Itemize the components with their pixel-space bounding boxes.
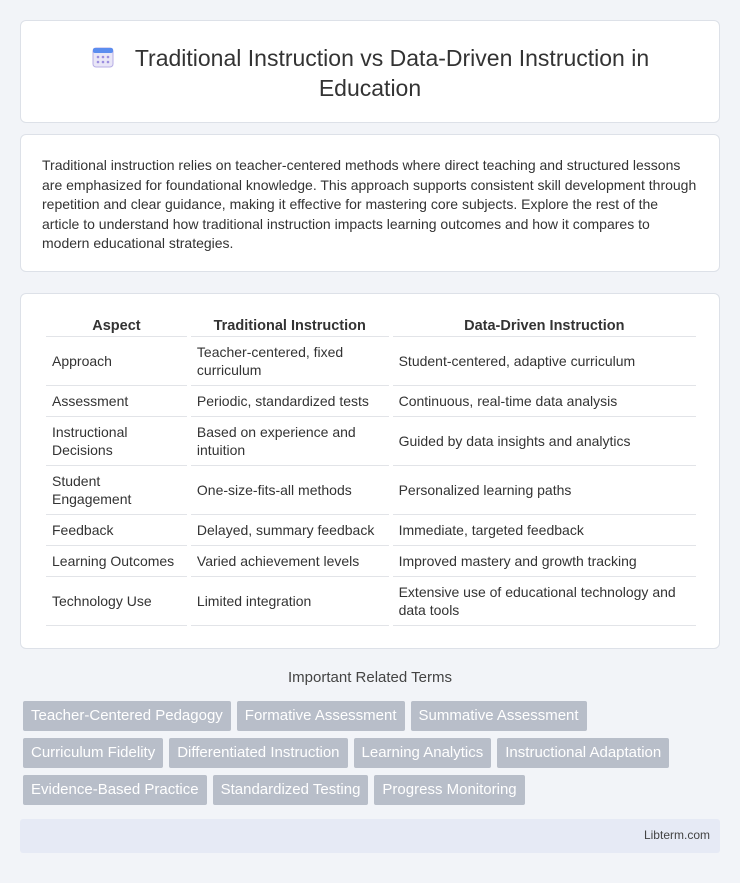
- comparison-card: [20, 293, 720, 649]
- tag-standardized-testing[interactable]: Standardized Testing: [213, 775, 369, 805]
- table-row: [46, 577, 696, 626]
- header-traditional: Traditional Instruction: [191, 316, 389, 337]
- footer-site-link[interactable]: Libterm.com: [643, 828, 710, 842]
- intro-card: [20, 134, 720, 272]
- table-row: [46, 515, 696, 546]
- tag-summative-assessment[interactable]: Summative Assessment: [411, 701, 587, 731]
- cell-traditional: Teacher-centered, fixed curriculum: [191, 337, 389, 386]
- tag-instructional-adaptation[interactable]: Instructional Adaptation: [497, 738, 669, 768]
- cell-traditional: Periodic, standardized tests: [191, 386, 389, 417]
- footer: [20, 819, 720, 853]
- title-card: [20, 20, 720, 123]
- cell-aspect: Learning Outcomes: [46, 546, 187, 577]
- cell-data-driven: Personalized learning paths: [393, 466, 696, 515]
- table-row: [46, 386, 696, 417]
- cell-aspect: Approach: [46, 337, 187, 386]
- table-row: [46, 466, 696, 515]
- tag-differentiated-instruction[interactable]: Differentiated Instruction: [169, 738, 347, 768]
- cell-aspect: Student Engagement: [46, 466, 187, 515]
- cell-traditional: Based on experience and intuition: [191, 417, 389, 466]
- cell-aspect: Technology Use: [46, 577, 187, 626]
- cell-aspect: Instructional Decisions: [46, 417, 187, 466]
- tag-row: [23, 775, 723, 805]
- cell-data-driven: Student-centered, adaptive curriculum: [393, 337, 696, 386]
- tag-learning-analytics[interactable]: Learning Analytics: [354, 738, 492, 768]
- page-title: [51, 43, 689, 103]
- header-data-driven: Data-Driven Instruction: [393, 316, 696, 337]
- cell-data-driven: Guided by data insights and analytics: [393, 417, 696, 466]
- tag-row: [23, 701, 723, 731]
- cell-data-driven: Immediate, targeted feedback: [393, 515, 696, 546]
- page-title-text: Traditional Instruction vs Data-Driven Instruction in Education: [134, 45, 650, 101]
- related-terms-title: Important Related Terms: [288, 669, 452, 686]
- tag-progress-monitoring[interactable]: Progress Monitoring: [374, 775, 524, 805]
- table-header-row: [46, 316, 696, 337]
- table-row: [46, 546, 696, 577]
- cell-aspect: Feedback: [46, 515, 187, 546]
- tag-curriculum-fidelity[interactable]: Curriculum Fidelity: [23, 738, 163, 768]
- tag-row: [23, 738, 723, 768]
- tag-formative-assessment[interactable]: Formative Assessment: [237, 701, 405, 731]
- table-row: [46, 337, 696, 386]
- tag-teacher-centered-pedagogy[interactable]: Teacher-Centered Pedagogy: [23, 701, 231, 731]
- cell-data-driven: Continuous, real-time data analysis: [393, 386, 696, 417]
- table-row: [46, 417, 696, 466]
- intro-paragraph: Traditional instruction relies on teacher-centered methods where direct teaching and structured lessons are emphasized for foundational knowledge. This approach supports consistent skill development through repetition and clear guidance, making it effective for mastering core subjects. Explore the rest of the article to understand how traditional instruction impacts learning outcomes and how it compares to modern educational strategies.: [42, 157, 697, 251]
- calendar-icon: [91, 45, 115, 69]
- header-aspect: Aspect: [46, 316, 187, 337]
- cell-traditional: One-size-fits-all methods: [191, 466, 389, 515]
- comparison-table: [42, 316, 700, 626]
- cell-traditional: Delayed, summary feedback: [191, 515, 389, 546]
- cell-traditional: Varied achievement levels: [191, 546, 389, 577]
- cell-traditional: Limited integration: [191, 577, 389, 626]
- tag-evidence-based-practice[interactable]: Evidence-Based Practice: [23, 775, 207, 805]
- cell-aspect: Assessment: [46, 386, 187, 417]
- cell-data-driven: Improved mastery and growth tracking: [393, 546, 696, 577]
- related-terms-list: [23, 701, 723, 812]
- cell-data-driven: Extensive use of educational technology and data tools: [393, 577, 696, 626]
